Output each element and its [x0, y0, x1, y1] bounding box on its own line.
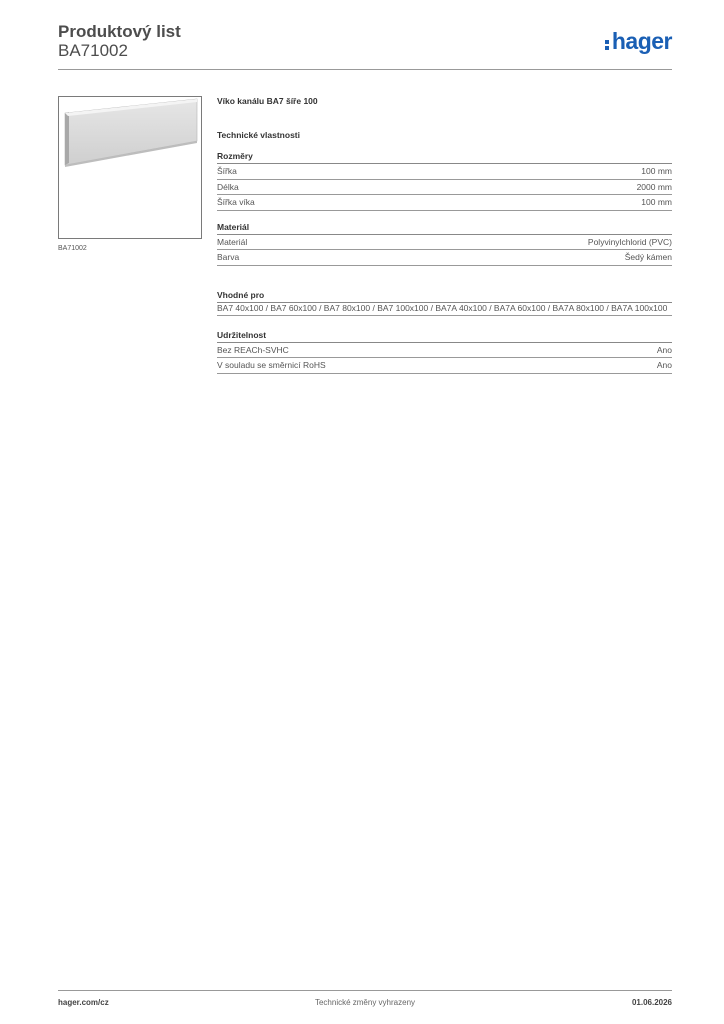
- material-title: Materiál: [217, 222, 672, 235]
- table-row: [217, 343, 672, 359]
- table-row: [217, 235, 672, 251]
- table-row: [217, 195, 672, 211]
- header-divider: [58, 69, 672, 70]
- table-row: [217, 250, 672, 266]
- product-details: [217, 96, 672, 374]
- footer-divider: [58, 990, 672, 991]
- row-label: V souladu se směrnicí RoHS: [217, 360, 326, 370]
- row-value: 100 mm: [641, 197, 672, 207]
- suitable-for-title: Vhodné pro: [217, 290, 672, 303]
- document-title: Produktový list: [58, 22, 181, 41]
- product-name: Víko kanálu BA7 šíře 100: [217, 96, 318, 106]
- document-date: 01.06.2026: [631, 998, 672, 1007]
- row-label: Šířka víka: [217, 197, 255, 207]
- suitable-for-text: BA7 40x100 / BA7 60x100 / BA7 80x100 / BA7 100x100 / BA7A 40x100 / BA7A 60x100 / BA7A 80x100 / BA7A 100x100: [217, 303, 672, 316]
- row-label: Materiál: [217, 236, 248, 247]
- sustainability-title: Udržitelnost: [217, 330, 672, 343]
- dimensions-title: Rozměry: [217, 151, 672, 164]
- row-label: Šířka: [217, 166, 237, 176]
- logo-dots-icon: [605, 34, 610, 50]
- product-code: BA71002: [58, 41, 128, 60]
- table-row: [217, 358, 672, 374]
- image-caption: BA71002: [58, 245, 87, 252]
- row-value: Polyvinylchlorid (PVC): [587, 236, 672, 247]
- row-value: Ano: [656, 360, 672, 370]
- row-value: Ano: [656, 344, 672, 355]
- disclaimer: Technické změny vyhrazeny: [314, 998, 416, 1007]
- logo-text: hager: [611, 28, 672, 54]
- row-value: 2000 mm: [636, 181, 672, 192]
- page-header: [58, 22, 672, 70]
- row-label: Barva: [217, 252, 240, 262]
- cable-cover-illustration: [59, 97, 201, 238]
- row-value: Šedý kámen: [624, 252, 672, 262]
- technical-properties-heading: Technické vlastnosti: [217, 130, 300, 140]
- table-row: [217, 180, 672, 196]
- website-link[interactable]: hager.com/cz: [58, 998, 109, 1007]
- row-label: Bez REACh-SVHC: [217, 344, 289, 355]
- table-row: [217, 164, 672, 180]
- product-image: [58, 96, 202, 239]
- page-footer: [58, 998, 672, 1010]
- row-value: 100 mm: [641, 166, 672, 176]
- hager-logo: [605, 28, 672, 55]
- row-label: Délka: [217, 181, 239, 192]
